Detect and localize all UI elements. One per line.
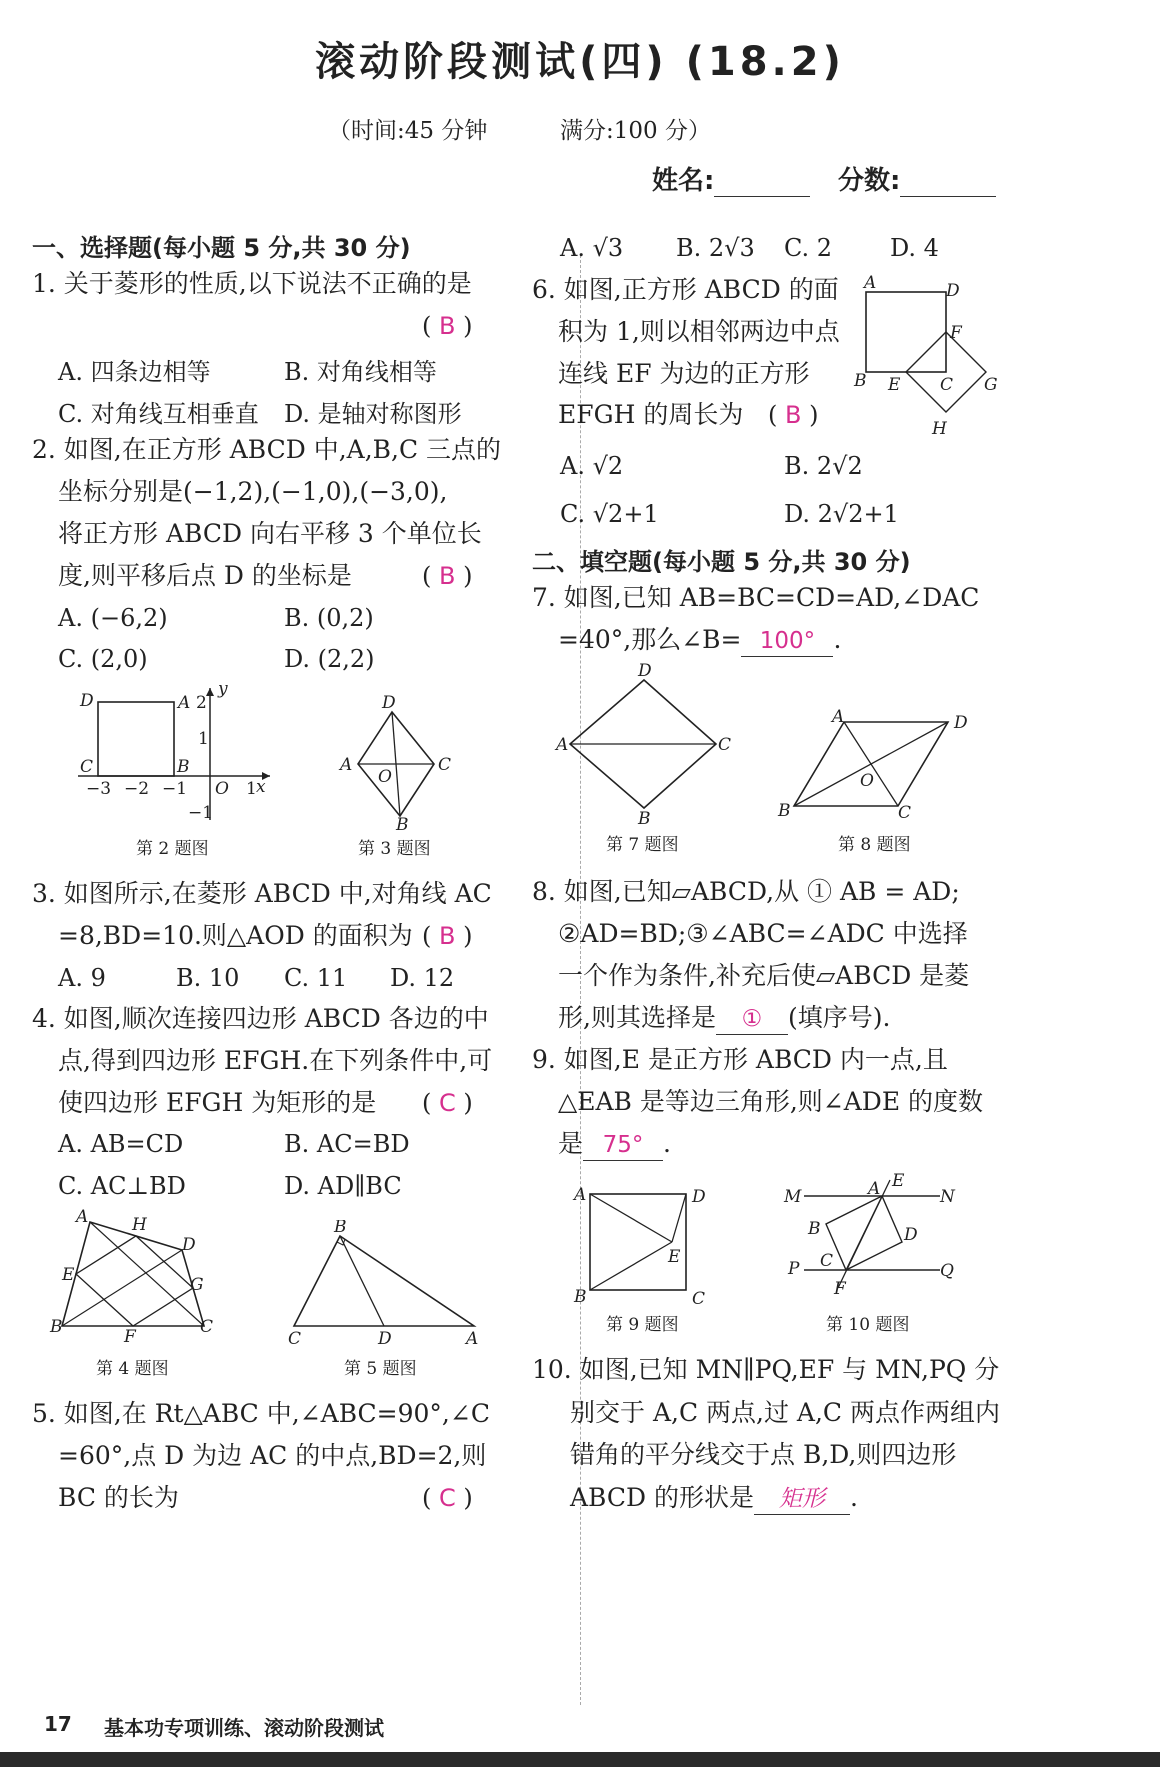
- q8-line4: [558, 994, 890, 1041]
- q8-line2: ②AD=BD;③∠ABC=∠ADC 中选择: [558, 919, 968, 948]
- q4-line3: 使四边形 EFGH 为矩形的是: [58, 1088, 377, 1117]
- q7-line1: 7. 如图,已知 AB=BC=CD=AD,∠DAC: [532, 583, 980, 612]
- fig7-label-d: D: [638, 661, 652, 681]
- q4-option-c: C. AC⊥BD: [58, 1172, 186, 1200]
- q6-line2: 积为 1,则以相邻两边中点: [558, 317, 840, 346]
- q4-answer-slot: ( C ): [422, 1089, 473, 1117]
- fig10-caption: 第 10 题图: [826, 1315, 910, 1335]
- q4-option-d: D. AD∥BC: [284, 1172, 402, 1200]
- q9-line1: 9. 如图,E 是正方形 ABCD 内一点,且: [532, 1045, 948, 1074]
- q3-answer: B: [439, 922, 456, 950]
- q4-option-b: B. AC=BD: [284, 1130, 410, 1158]
- figure-3-diagram: [330, 692, 460, 832]
- fig5-caption: 第 5 题图: [344, 1359, 417, 1379]
- fig4-caption: 第 4 题图: [96, 1359, 169, 1379]
- q2-line2: 坐标分别是(−1,2),(−1,0),(−3,0),: [58, 477, 448, 506]
- q8-answer: ①: [716, 1004, 788, 1035]
- figure-4-diagram: [46, 1208, 226, 1348]
- figure-6-diagram: [850, 272, 1000, 442]
- q2-option-c: C. (2,0): [58, 645, 148, 673]
- fig9-label-a: A: [574, 1185, 587, 1205]
- q3-line1: 3. 如图所示,在菱形 ABCD 中,对角线 AC: [32, 879, 492, 908]
- q5-line3: BC 的长为: [58, 1483, 179, 1512]
- q5-answer-slot: ( C ): [422, 1484, 473, 1512]
- q2-option-d: D. (2,2): [284, 645, 375, 673]
- fig7-label-c: C: [718, 735, 732, 755]
- q7-answer: 100°: [741, 626, 833, 657]
- q9-end: .: [663, 1129, 671, 1158]
- fig7-caption: 第 7 题图: [606, 835, 679, 855]
- q8-line4-post: (填序号).: [787, 1003, 891, 1032]
- q6-line4: EFGH 的周长为: [558, 400, 744, 429]
- figure-8-diagram: [774, 706, 984, 826]
- q7-line2-text: =40°,那么∠B=: [558, 625, 742, 654]
- fig3-label-d: D: [382, 693, 396, 713]
- name-label: 姓名:: [652, 166, 715, 196]
- q4-line1: 4. 如图,顺次连接四边形 ABCD 各边的中: [32, 1004, 489, 1033]
- q8-line1: 8. 如图,已知▱ABCD,从 ① AB = AD;: [532, 877, 960, 906]
- fig4-label-h: H: [132, 1215, 147, 1235]
- q1-answer-slot: ( B ): [422, 312, 473, 340]
- fig8-label-o: O: [860, 771, 874, 791]
- fig4-label-b: B: [50, 1317, 63, 1337]
- q3-option-c: C. 11: [284, 964, 348, 992]
- fig2-label-d: D: [80, 691, 94, 711]
- fig4-label-a: A: [76, 1208, 89, 1227]
- q6-option-a: A. √2: [560, 452, 624, 480]
- fig5-label-b: B: [334, 1220, 347, 1237]
- q3-option-a: A. 9: [58, 964, 106, 992]
- fig3-label-o: O: [378, 767, 392, 787]
- q5-option-b: B. 2√3: [676, 234, 755, 262]
- fig2-label-y: y: [218, 680, 228, 699]
- q5-line2: =60°,点 D 为边 AC 的中点,BD=2,则: [58, 1441, 487, 1470]
- fig9-caption: 第 9 题图: [606, 1315, 679, 1335]
- q6-line1: 6. 如图,正方形 ABCD 的面: [532, 275, 839, 304]
- footer-title: 基本功专项训练、滚动阶段测试: [104, 1716, 384, 1740]
- q5-option-d: D. 4: [890, 234, 939, 262]
- fig10-label-m: M: [784, 1187, 802, 1207]
- fig10-label-c: C: [820, 1251, 834, 1271]
- q2-option-b: B. (0,2): [284, 604, 374, 632]
- fig6-label-g: G: [984, 375, 998, 395]
- fig3-caption: 第 3 题图: [358, 839, 431, 859]
- q6-option-c: C. √2+1: [560, 500, 659, 528]
- fig10-label-a: A: [868, 1179, 881, 1199]
- q5-answer: C: [439, 1484, 456, 1512]
- q10-end: .: [850, 1483, 858, 1512]
- fig2-tick-y3: −1: [188, 803, 214, 823]
- fig10-label-d: D: [904, 1225, 918, 1245]
- q5-option-a: A. √3: [560, 234, 624, 262]
- q4-answer: C: [439, 1089, 456, 1117]
- name-blank[interactable]: [714, 168, 810, 197]
- q10-line4: [570, 1474, 858, 1521]
- fig6-label-b: B: [854, 371, 867, 391]
- q2-option-a: A. (−6,2): [58, 604, 168, 632]
- fig5-label-a: A: [466, 1329, 479, 1349]
- fig8-label-a: A: [832, 707, 845, 727]
- fig5-label-c: C: [288, 1329, 302, 1349]
- fig7-label-a: A: [556, 735, 569, 755]
- section1-heading: 一、选择题(每小题 5 分,共 30 分): [32, 234, 411, 262]
- q9-answer: 75°: [583, 1130, 663, 1161]
- q10-line1: 10. 如图,已知 MN∥PQ,EF 与 MN,PQ 分: [532, 1355, 1000, 1384]
- q8-line4-text: 形,则其选择是: [558, 1003, 716, 1032]
- q1-text: 1. 关于菱形的性质,以下说法不正确的是: [32, 269, 472, 298]
- q6-answer: B: [785, 401, 802, 429]
- fig3-label-b: B: [396, 815, 409, 832]
- fig6-label-d: D: [946, 281, 960, 301]
- q2-answer: B: [439, 562, 456, 590]
- q2-line4: 度,则平移后点 D 的坐标是: [58, 561, 352, 590]
- q10-line3: 错角的平分线交于点 B,D,则四边形: [570, 1440, 957, 1469]
- figure-2-diagram: [70, 680, 280, 830]
- q6-answer-slot: ( B ): [768, 401, 819, 429]
- fig9-label-c: C: [692, 1289, 706, 1309]
- fig6-label-a: A: [864, 273, 877, 293]
- time-limit: （时间:45 分钟: [328, 118, 488, 144]
- fig2-tick-y2: 1: [198, 729, 209, 749]
- fig2-label-o: O: [215, 779, 229, 799]
- fig2-caption: 第 2 题图: [136, 839, 209, 859]
- q10-line4-text: ABCD 的形状是: [570, 1483, 755, 1512]
- fig8-label-c: C: [898, 803, 912, 823]
- fig2-tick-x1: −3: [86, 779, 112, 799]
- score-field[interactable]: [838, 160, 996, 197]
- name-field[interactable]: [652, 160, 810, 197]
- q2-line1: 2. 如图,在正方形 ABCD 中,A,B,C 三点的: [32, 435, 502, 464]
- page-number: 17: [44, 1712, 72, 1736]
- fig3-label-c: C: [438, 755, 452, 775]
- figure-5-diagram: [282, 1220, 492, 1350]
- q2-answer-slot: ( B ): [422, 562, 473, 590]
- fig10-label-f: F: [834, 1279, 846, 1299]
- q4-line2: 点,得到四边形 EFGH.在下列条件中,可: [58, 1046, 493, 1075]
- q3-answer-slot: ( B ): [422, 922, 473, 950]
- q9-line3: [558, 1120, 671, 1167]
- fig10-label-b: B: [808, 1219, 821, 1239]
- q5-line1: 5. 如图,在 Rt△ABC 中,∠ABC=90°,∠C: [32, 1399, 490, 1428]
- fig4-label-f: F: [124, 1327, 136, 1347]
- q2-line3: 将正方形 ABCD 向右平移 3 个单位长: [58, 519, 482, 548]
- section2-heading: 二、填空题(每小题 5 分,共 30 分): [532, 548, 911, 576]
- fig6-label-c: C: [940, 375, 954, 395]
- fig2-tick-x3: −1: [162, 779, 188, 799]
- q9-line3-text: 是: [558, 1129, 584, 1158]
- fig8-label-b: B: [778, 801, 791, 821]
- fig9-label-e: E: [668, 1247, 681, 1267]
- q6-line3: 连线 EF 为边的正方形: [558, 359, 810, 388]
- q7-end: .: [833, 625, 842, 654]
- q7-line2: [558, 616, 841, 663]
- fig4-label-g: G: [190, 1275, 204, 1295]
- figure-7-diagram: [548, 660, 748, 830]
- q3-option-d: D. 12: [390, 964, 455, 992]
- fig6-label-e: E: [888, 375, 901, 395]
- fig2-tick-y1: 2: [196, 693, 207, 713]
- fig2-tick-x2: −2: [124, 779, 150, 799]
- fig10-label-q: Q: [940, 1261, 954, 1281]
- fig2-label-a: A: [178, 693, 191, 713]
- fig9-label-d: D: [692, 1187, 706, 1207]
- q1-answer: B: [439, 312, 456, 340]
- q6-option-b: B. 2√2: [784, 452, 863, 480]
- fig3-label-a: A: [340, 755, 353, 775]
- figure-10-diagram: [780, 1168, 980, 1308]
- q8-line3: 一个作为条件,补充后使▱ABCD 是菱: [558, 961, 970, 990]
- fig6-label-h: H: [932, 419, 947, 439]
- q10-answer: 矩形: [754, 1484, 850, 1515]
- fig2-label-b: B: [177, 757, 190, 777]
- q1-option-a: A. 四条边相等: [58, 358, 211, 386]
- q1-option-b: B. 对角线相等: [284, 358, 437, 386]
- q1-option-d: D. 是轴对称图形: [284, 400, 462, 428]
- fig9-label-b: B: [574, 1287, 587, 1307]
- figure-9-diagram: [566, 1180, 726, 1310]
- fig2-label-x: x: [256, 777, 266, 797]
- fig8-caption: 第 8 题图: [838, 835, 911, 855]
- fig7-label-b: B: [638, 809, 651, 829]
- fig10-label-n: N: [940, 1187, 955, 1207]
- q9-line2: △EAB 是等边三角形,则∠ADE 的度数: [558, 1087, 984, 1116]
- fig2-label-c: C: [80, 757, 94, 777]
- q1-option-c: C. 对角线互相垂直: [58, 400, 259, 428]
- fig4-label-e: E: [62, 1265, 75, 1285]
- fig6-label-f: F: [950, 323, 962, 343]
- fig4-label-d: D: [182, 1235, 196, 1255]
- q5-option-c: C. 2: [784, 234, 833, 262]
- fig8-label-d: D: [954, 713, 968, 733]
- q10-line2: 别交于 A,C 两点,过 A,C 两点作两组内: [570, 1398, 1000, 1427]
- fig10-label-p: P: [788, 1259, 800, 1279]
- page-title: 滚动阶段测试(四) (18.2): [315, 39, 845, 85]
- q3-line2: =8,BD=10.则△AOD 的面积为: [58, 921, 413, 950]
- score-label: 分数:: [838, 166, 901, 196]
- fig2-tick-x4: 1: [246, 779, 257, 799]
- fig10-label-e: E: [892, 1171, 905, 1191]
- fig4-label-c: C: [200, 1317, 214, 1337]
- q3-option-b: B. 10: [176, 964, 240, 992]
- q4-option-a: A. AB=CD: [58, 1130, 184, 1158]
- bottom-bar: [0, 1752, 1160, 1767]
- fig5-label-d: D: [378, 1329, 392, 1349]
- q6-option-d: D. 2√2+1: [784, 500, 899, 528]
- score-blank[interactable]: [900, 168, 996, 197]
- full-score: 满分:100 分）: [560, 118, 711, 144]
